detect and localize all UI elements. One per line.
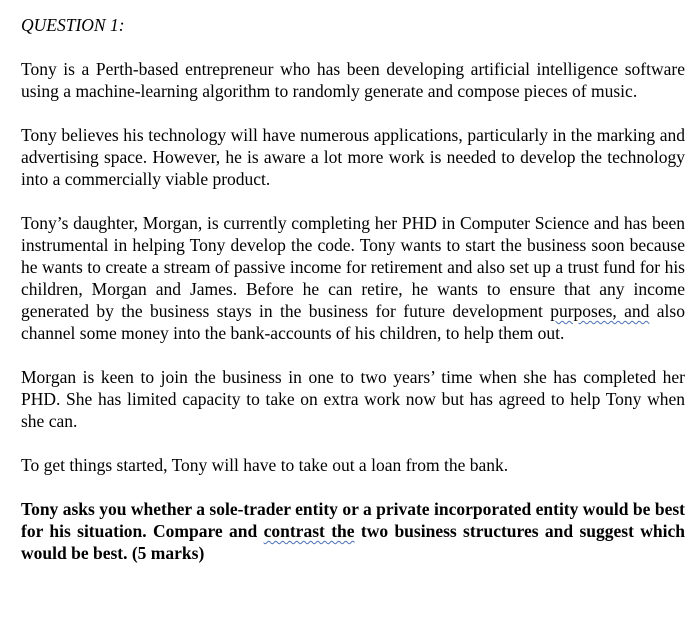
grammar-flagged-text[interactable]: purposes, and bbox=[550, 301, 650, 321]
paragraph-technology: Tony believes his technology will have numerous applications, particularly in the marking and advertising space. However, he is aware a lot more work is needed to develop the technology into a commercially viable product. bbox=[21, 125, 685, 189]
paragraph-morgan-text-end: also channel some money into the bank-accounts of his children, to help them out. bbox=[21, 301, 685, 343]
paragraph-morgan-and-goals bbox=[21, 212, 685, 344]
question-prompt bbox=[21, 498, 685, 564]
document-page bbox=[21, 14, 685, 586]
question-prompt-end: two business structures and suggest which would be best. (5 marks) bbox=[21, 521, 685, 563]
paragraph-intro: Tony is a Perth-based entrepreneur who has been developing artificial intelligence software using a machine-learning algorithm to randomly generate and compose pieces of music. bbox=[21, 59, 685, 101]
paragraph-loan: To get things started, Tony will have to take out a loan from the bank. bbox=[21, 455, 509, 475]
question-heading: QUESTION 1: bbox=[21, 15, 125, 35]
paragraph-morgan-future: Morgan is keen to join the business in one to two years’ time when she has completed her PHD. She has limited capacity to take on extra work now but has agreed to help Tony when she can. bbox=[21, 367, 685, 431]
question-prompt-start: Tony asks you whether a sole-trader entity or a private incorporated entity would be best for his situation. Compare and bbox=[21, 499, 685, 541]
grammar-flagged-text[interactable]: contrast the bbox=[263, 521, 355, 541]
paragraph-morgan-text-start: Tony’s daughter, Morgan, is currently completing her PHD in Computer Science and has been instrumental in helping Tony develop the code. Tony wants to start the business soon because he wants to create a stream of passive income for retirement and also set up a trust fund for his children, Morgan and James. Before he can retire, he wants to ensure that any income generated by the business stays in the business for future development bbox=[21, 213, 685, 321]
